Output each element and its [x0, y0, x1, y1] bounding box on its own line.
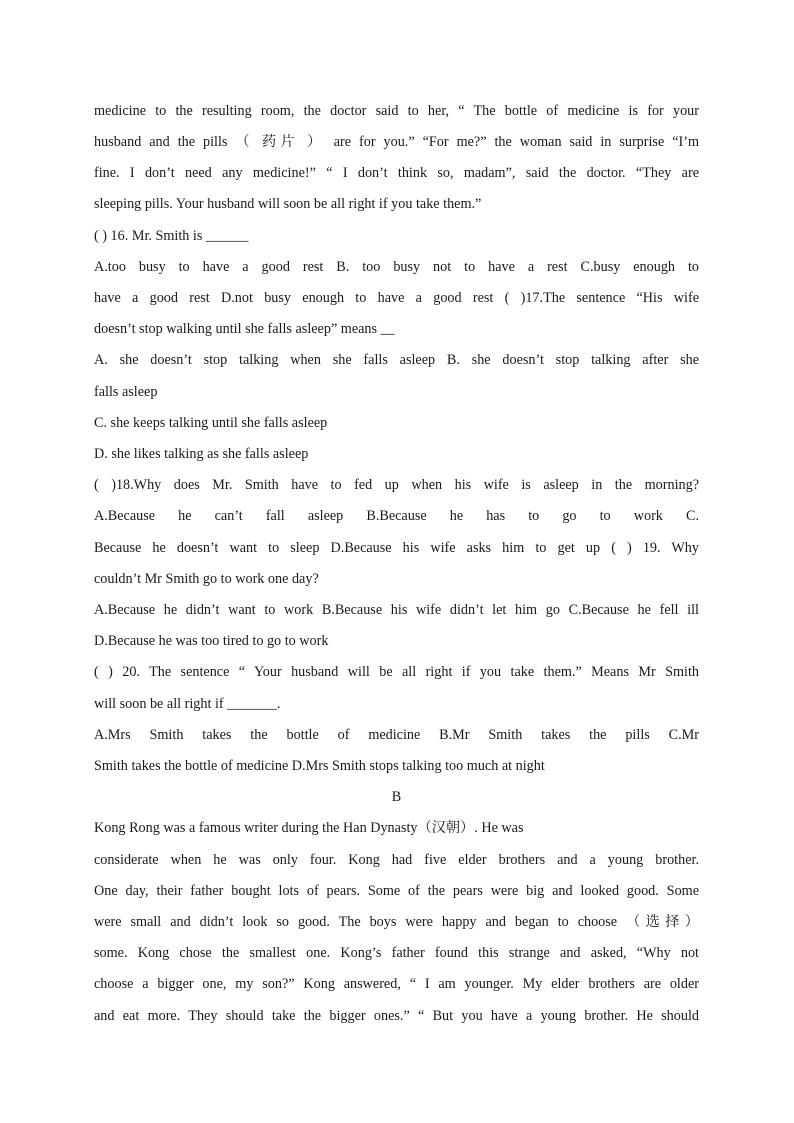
question-20: ( ) 20. The sentence “ Your husband will be all right if you take them.” Means Mr Smith	[94, 664, 699, 680]
options-19: A.Because he didn’t want to work B.Because his wife didn’t let him go C.Because he fell ill	[94, 602, 699, 618]
question-20: will soon be all right if _______.	[94, 696, 281, 712]
options-16-and-question-17: have a good rest D.not busy enough to have a good rest ( )17.The sentence “His wife	[94, 290, 699, 306]
question-17: doesn’t stop walking until she falls asleep” means __	[94, 321, 395, 337]
option-17-c: C. she keeps talking until she falls asleep	[94, 415, 328, 431]
passage-b-line: considerate when he was only four. Kong had five elder brothers and a young brother.	[94, 852, 699, 868]
options-20: A.Mrs Smith takes the bottle of medicine B.Mr Smith takes the pills C.Mr	[94, 727, 699, 743]
options-20: Smith takes the bottle of medicine D.Mrs Smith stops talking too much at night	[94, 758, 545, 774]
passage-b-line: and eat more. They should take the bigger ones.” “ But you have a young brother. He should	[94, 1008, 699, 1024]
options-17: A. she doesn’t stop talking when she falls asleep B. she doesn’t stop talking after she	[94, 352, 699, 368]
passage-line: fine. I don’t need any medicine!” “ I don’t think so, madam”, said the doctor. “They are	[94, 165, 699, 181]
question-18: ( )18.Why does Mr. Smith have to fed up when his wife is asleep in the morning?	[94, 477, 699, 493]
passage-line: husband and the pills （ 药片 ） are for you.” “For me?” the woman said in surprise “I’m	[94, 134, 699, 150]
option-17-d: D. she likes talking as she falls asleep	[94, 446, 309, 462]
option-19-d: D.Because he was too tired to go to work	[94, 633, 329, 649]
options-17: falls asleep	[94, 384, 158, 400]
passage-b-line: choose a bigger one, my son?” Kong answered, “ I am younger. My elder brothers are older	[94, 976, 699, 992]
options-18-and-question-19: Because he doesn’t want to sleep D.Because his wife asks him to get up ( ) 19. Why	[94, 540, 699, 556]
passage-b-line: One day, their father bought lots of pears. Some of the pears were big and looked good. Some	[94, 883, 699, 899]
options-16: A.too busy to have a good rest B. too busy not to have a rest C.busy enough to	[94, 259, 699, 275]
passage-b-line: Kong Rong was a famous writer during the Han Dynasty（汉朝）. He was	[94, 820, 524, 836]
passage-line: medicine to the resulting room, the doctor said to her, “ The bottle of medicine is for your	[94, 103, 699, 119]
section-heading-b: B	[391, 789, 402, 805]
question-16: ( ) 16. Mr. Smith is ______	[94, 228, 249, 244]
passage-line: sleeping pills. Your husband will soon be all right if you take them.”	[94, 196, 482, 212]
options-18: A.Because he can’t fall asleep B.Because he has to go to work C.	[94, 508, 699, 524]
passage-b-line: some. Kong chose the smallest one. Kong’s father found this strange and asked, “Why not	[94, 945, 699, 961]
passage-b-line: were small and didn’t look so good. The boys were happy and began to choose （选择）	[94, 914, 699, 930]
question-19: couldn’t Mr Smith go to work one day?	[94, 571, 319, 587]
